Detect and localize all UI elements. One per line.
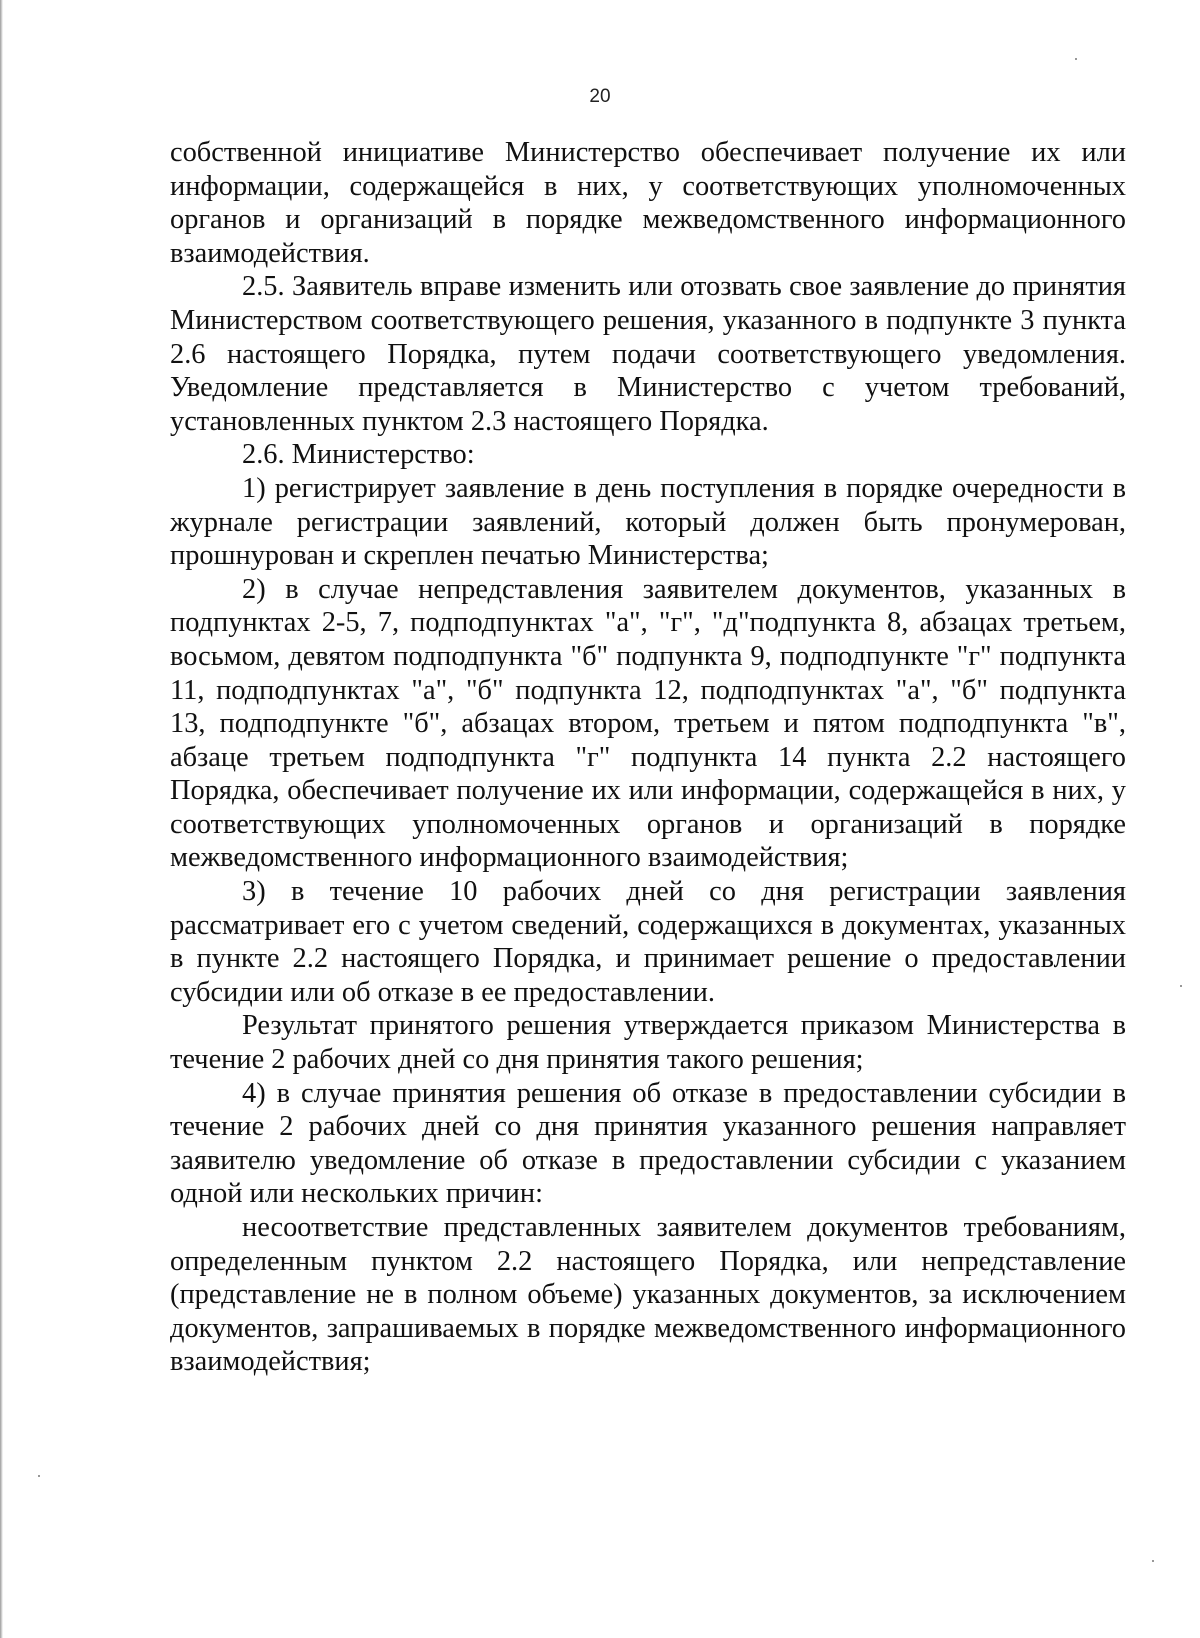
scan-speck (1075, 58, 1077, 60)
paragraph-result: Результат принятого решения утверждается приказом Министерства в течение 2 рабочих дней со дня принятия такого решения; (170, 1010, 1126, 1076)
scan-edge (0, 0, 3, 1638)
paragraph-item-3: 3) в течение 10 рабочих дней со дня регистрации заявления рассматривает его с учетом сведений, содержащихся в документах, указанных в пункте 2.2 настоящего Порядка, и принимает решение о предоставлении субсидии или об отказе в ее предоставлении. (170, 876, 1126, 1008)
document-body (170, 136, 1126, 1379)
scan-speck (1152, 1560, 1154, 1562)
paragraph-2-6-heading: 2.6. Министерство: (242, 439, 475, 471)
paragraph-item-4: 4) в случае принятия решения об отказе в предоставлении субсидии в течение 2 рабочих дней со дня принятия указанного решения направляет заявителю уведомление об отказе в предоставлении субсидии с указанием одной или нескольких причин: (170, 1077, 1126, 1210)
paragraph-item-1: 1) регистрирует заявление в день поступления в порядке очередности в журнале регистрации заявлений, который должен быть пронумерован, прошнурован и скреплен печатью Министерства; (170, 472, 1126, 572)
page-number: 20 (589, 86, 611, 107)
scan-speck (1180, 985, 1182, 987)
scan-speck (38, 1475, 40, 1477)
paragraph-continuation: собственной инициативе Министерство обеспечивает получение их или информации, содержащейся в них, у соответствующих уполномоченных органов и организаций в порядке межведомственного информационного взаимодействия. (170, 137, 1126, 269)
paragraph-item-2: 2) в случае непредставления заявителем документов, указанных в подпунктах 2-5, 7, подподпунктах "а", "г", "д"подпункта 8, абзацах третьем, восьмом, девятом подподпункта "б" подпункта 9, подподпункте "г" подпункта 11, подподпунктах "а", "б" подпункта 12, подподпунктах "а", "б" подпункта 13, подподпункте "б", абзацах втором, третьем и пятом подподпункта "в", абзаце третьем подподпункта "г" подпункта 14 пункта 2.2 настоящего Порядка, обеспечивает получение их или информации, содержащейся в них, у соответствующих уполномоченных органов и организаций в порядке межведомственного информационного взаимодействия; (170, 573, 1126, 874)
paragraph-reason: несоответствие представленных заявителем документов требованиям, определенным пунктом 2.2 настоящего Порядка, или непредставление (представление не в полном объеме) указанных документов, за исключением документов, запрашиваемых в порядке межведомственного информационного взаимодействия; (170, 1212, 1126, 1378)
paragraph-2-5: 2.5. Заявитель вправе изменить или отозвать свое заявление до принятия Министерством соответствующего решения, указанного в подпункте 3 пункта 2.6 настоящего Порядка, путем подачи соответствующего уведомления. Уведомление представляется в Министерство с учетом требований, установленных пунктом 2.3 настоящего Порядка. (170, 271, 1126, 437)
